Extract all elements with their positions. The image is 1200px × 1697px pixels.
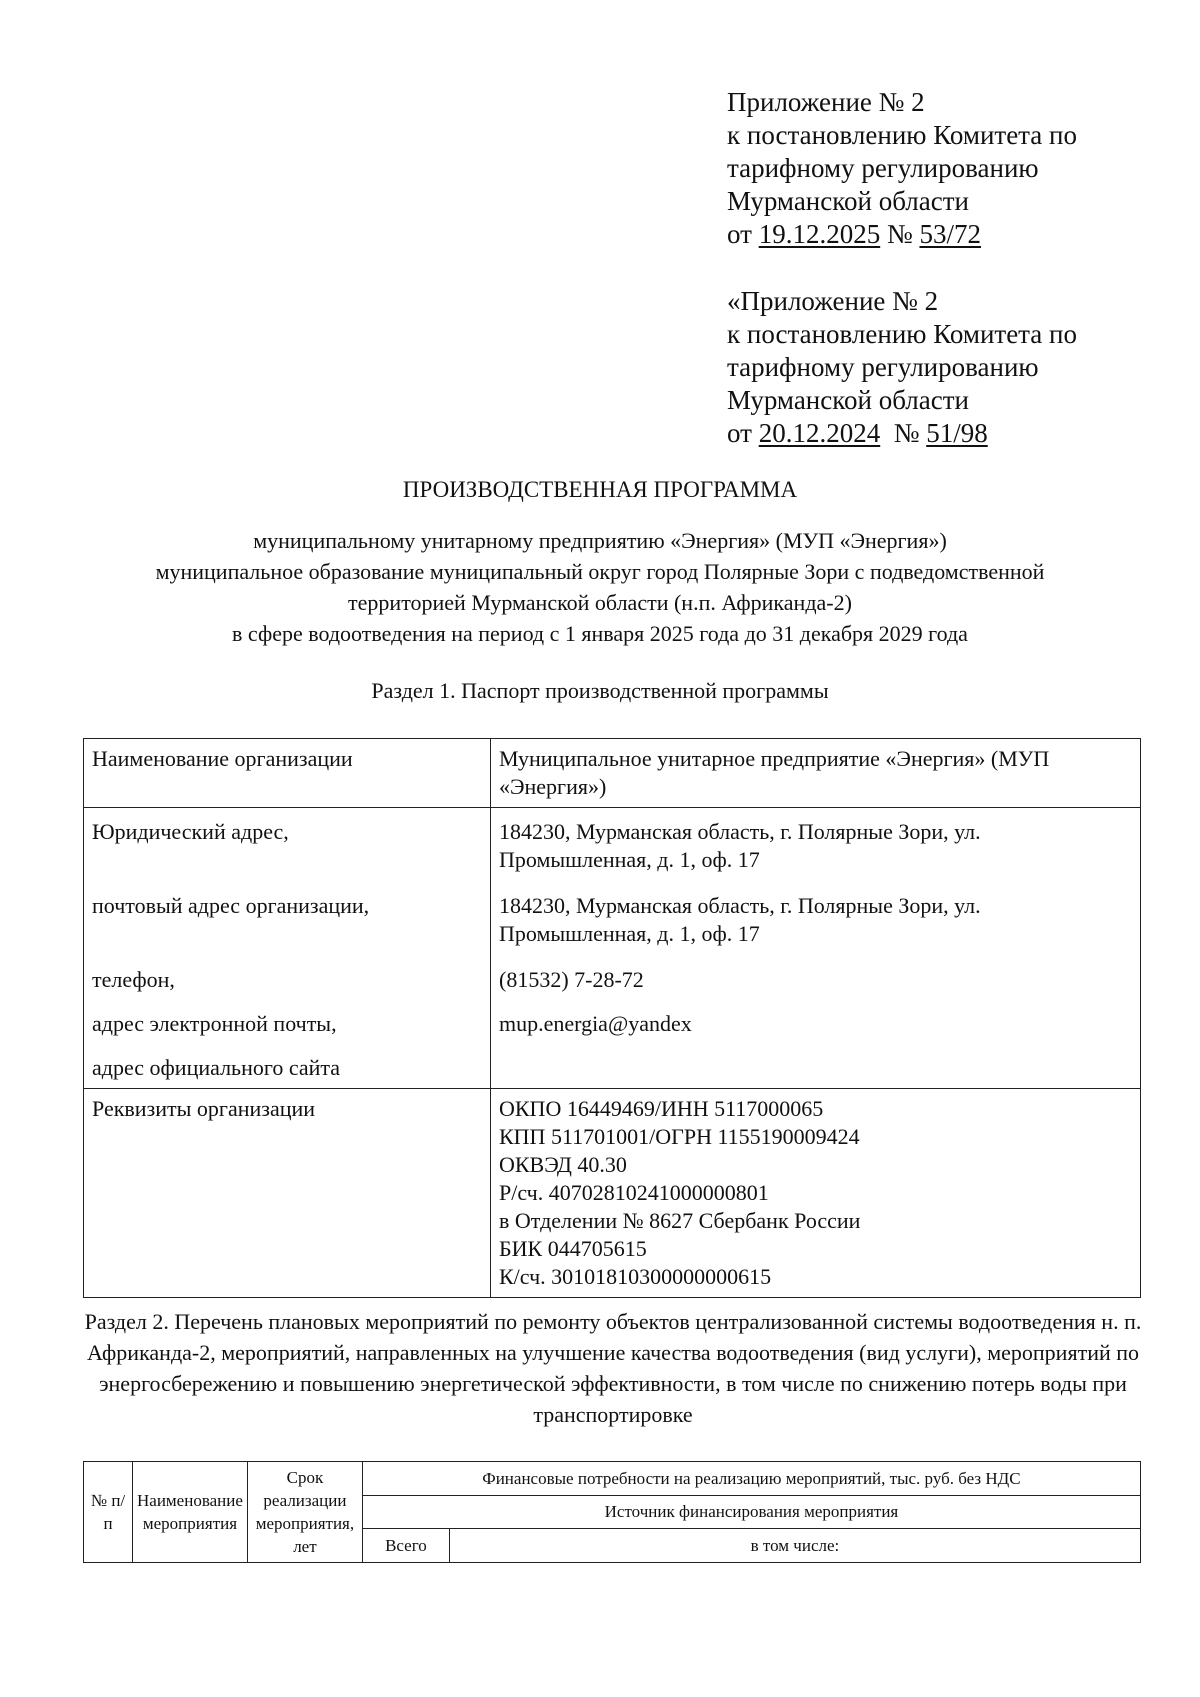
appendix-header-original <box>727 285 1187 450</box>
resolution-date: 19.12.2025 <box>758 219 881 249</box>
col-header-term: Срок реализации мероприятия, лет <box>247 1462 362 1563</box>
section2-heading: Раздел 2. Перечень плановых мероприятий по ремонту объектов централизованной системы водоотведения н. п. Африканда-2, мероприятий, направленных на улучшение качества водоотведения (вид услуги), мероприятий по энергосбережению и повышению энергетической эффективности, в том числе по снижению потерь воды при транспортировке <box>84 1309 1142 1427</box>
subtitle-line: муниципальное образование муниципальный округ город Полярные Зори с подведомственной <box>155 559 1045 584</box>
postal-address-label: почтовый адрес организации, <box>84 880 491 954</box>
phone-value: (81532) 7-28-72 <box>491 954 1141 1000</box>
okpo-inn: ОКПО 16449469/ИНН 5117000065 <box>499 1096 824 1121</box>
bank-account: Р/сч. 40702810241000000801 <box>499 1180 769 1205</box>
table-row <box>84 739 1141 808</box>
appendix-resolution-line: к постановлению Комитета по <box>727 120 1077 150</box>
appendix-resolution-line: к постановлению Комитета по <box>727 319 1077 349</box>
table-row <box>84 954 1141 1000</box>
email-label: адрес электронной почты, <box>84 1000 491 1044</box>
document-title: ПРОИЗВОДСТВЕННАЯ ПРОГРАММА <box>402 477 798 502</box>
subtitle-line: муниципальному унитарному предприятию «Энергия» (МУП «Энергия») <box>253 528 947 553</box>
requisites-label: Реквизиты организации <box>84 1089 491 1298</box>
table-row <box>84 1089 1141 1298</box>
appendix-region-line: Мурманской области <box>727 385 969 415</box>
appendix-header-current <box>727 86 1187 251</box>
appendix-number: «Приложение № 2 <box>727 286 939 316</box>
appendix-number: Приложение № 2 <box>727 87 925 117</box>
bank-name: в Отделении № 8627 Сбербанк России <box>499 1208 861 1233</box>
table-row <box>84 1000 1141 1044</box>
col-header-num: № п/п <box>84 1462 133 1563</box>
kpp-ogrn: КПП 511701001/ОГРН 1155190009424 <box>499 1124 860 1149</box>
col-header-finance: Финансовые потребности на реализацию мероприятий, тыс. руб. без НДС <box>362 1462 1140 1496</box>
appendix-region-line: Мурманской области <box>727 186 969 216</box>
table-row <box>84 880 1141 954</box>
appendix-date-line: от 19.12.2025 № 53/72 <box>727 219 981 249</box>
appendix-date-line: от 20.12.2024 № 51/98 <box>727 418 988 448</box>
subtitle-line: в сфере водоотведения на период с 1 января 2025 года до 31 декабря 2029 года <box>232 621 968 646</box>
document-subtitle <box>0 525 1200 649</box>
appendix-committee-line: тарифному регулированию <box>727 352 1039 382</box>
table-row <box>84 808 1141 881</box>
legal-address-label: Юридический адрес, <box>84 808 491 881</box>
phone-label: телефон, <box>84 954 491 1000</box>
table-row <box>84 1044 1141 1089</box>
legal-address-value: 184230, Мурманская область, г. Полярные Зори, ул. Промышленная, д. 1, оф. 17 <box>491 808 1141 881</box>
subtitle-line: территорией Мурманской области (н.п. Африканда-2) <box>348 590 852 615</box>
resolution-number: 53/72 <box>919 219 981 249</box>
org-name-label: Наименование организации <box>84 739 491 808</box>
org-name-value: Муниципальное унитарное предприятие «Энергия» (МУП «Энергия») <box>491 739 1141 808</box>
table-row <box>84 1462 1141 1496</box>
passport-table <box>83 738 1141 1298</box>
email-value: mup.energia@yandex <box>491 1000 1141 1044</box>
site-label: адрес официального сайта <box>84 1044 491 1089</box>
requisites-value <box>491 1089 1141 1298</box>
col-header-including: в том числе: <box>449 1529 1140 1563</box>
col-header-total: Всего <box>362 1529 449 1563</box>
site-value <box>491 1044 1141 1089</box>
section1-heading: Раздел 1. Паспорт производственной программы <box>371 678 829 703</box>
okved: ОКВЭД 40.30 <box>499 1152 627 1177</box>
appendix-committee-line: тарифному регулированию <box>727 153 1039 183</box>
resolution-date: 20.12.2024 <box>758 418 881 448</box>
col-header-name: Наименование мероприятия <box>133 1462 248 1563</box>
col-header-source: Источник финансирования мероприятия <box>362 1495 1140 1529</box>
corr-account: К/сч. 30101810300000000615 <box>499 1264 772 1289</box>
postal-address-value: 184230, Мурманская область, г. Полярные Зори, ул. Промышленная, д. 1, оф. 17 <box>491 880 1141 954</box>
bik: БИК 044705615 <box>499 1236 647 1261</box>
resolution-number: 51/98 <box>926 418 988 448</box>
plan-table <box>83 1461 1141 1563</box>
